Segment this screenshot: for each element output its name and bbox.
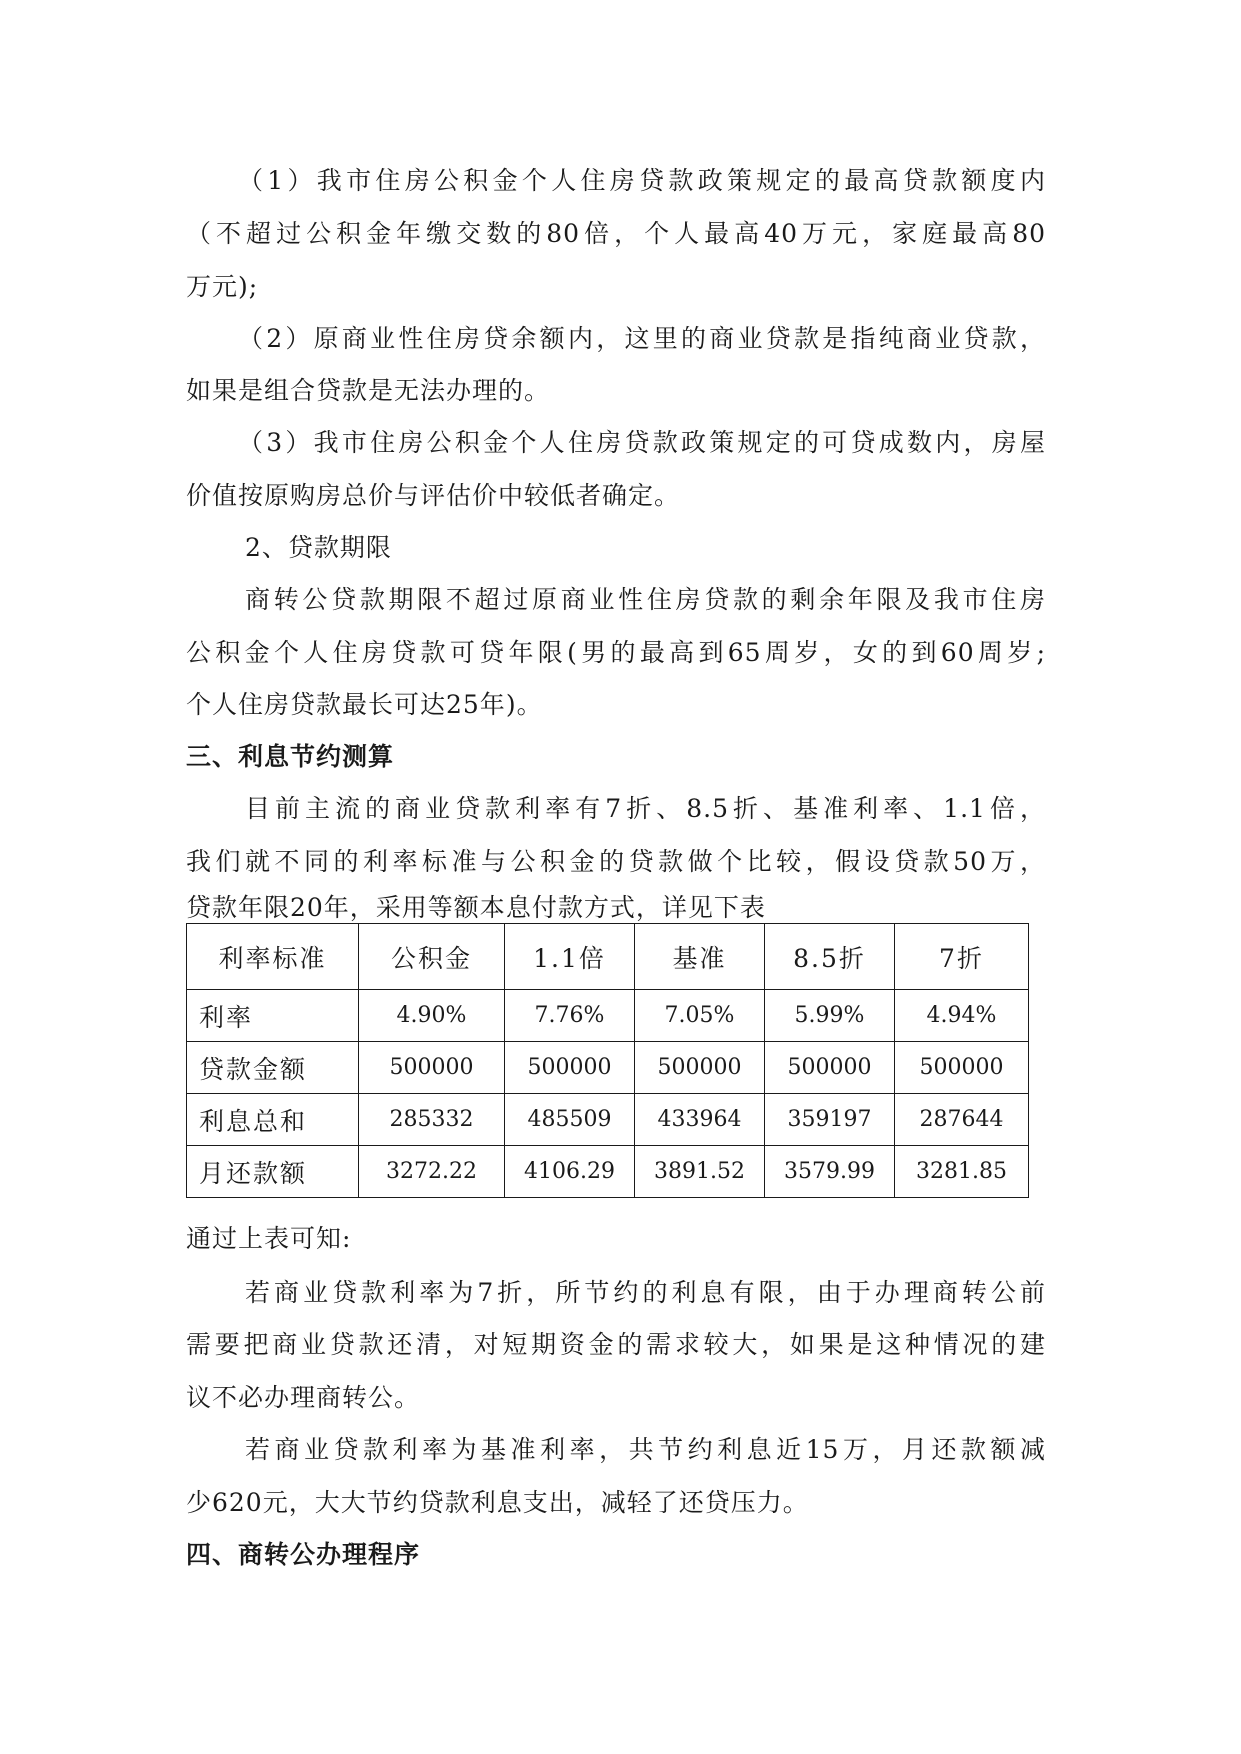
table-cell: 3281.85 — [895, 1146, 1029, 1198]
table-cell: 4.90% — [359, 990, 505, 1042]
paragraph-line: 我们就不同的利率标准与公积金的贷款做个比较，假设贷款50万， — [186, 847, 1046, 876]
table-cell: 4106.29 — [505, 1146, 635, 1198]
table-header-cell: 公积金 — [359, 924, 505, 990]
paragraph-line: 万元); — [186, 272, 259, 301]
table-row — [187, 1146, 1029, 1198]
table-cell: 285332 — [359, 1094, 505, 1146]
table-cell: 500000 — [359, 1042, 505, 1094]
table-cell: 485509 — [505, 1094, 635, 1146]
table-cell: 3891.52 — [635, 1146, 765, 1198]
table-header-cell: 基准 — [635, 924, 765, 990]
table-cell: 433964 — [635, 1094, 765, 1146]
table-row — [187, 990, 1029, 1042]
paragraph-line: 如果是组合贷款是无法办理的。 — [186, 376, 551, 405]
table-cell: 3272.22 — [359, 1146, 505, 1198]
row-label: 贷款金额 — [187, 1042, 359, 1094]
paragraph-line: 少620元，大大节约贷款利息支出，减轻了还贷压力。 — [186, 1488, 809, 1517]
paragraph-line: （不超过公积金年缴交数的80倍，个人最高40万元，家庭最高80 — [186, 219, 1046, 248]
table-cell: 7.76% — [505, 990, 635, 1042]
paragraph-line: 个人住房贷款最长可达25年)。 — [186, 690, 543, 719]
table-cell: 500000 — [635, 1042, 765, 1094]
subsection-heading: 2、贷款期限 — [245, 533, 392, 562]
section-heading: 三、利息节约测算 — [186, 742, 395, 771]
table-row — [187, 1094, 1029, 1146]
table-header-cell: 7折 — [895, 924, 1029, 990]
paragraph-line: （2）原商业性住房贷余额内，这里的商业贷款是指纯商业贷款， — [238, 324, 1046, 353]
paragraph-line: 贷款年限20年，采用等额本息付款方式，详见下表 — [186, 893, 766, 922]
table-header-cell: 利率标准 — [187, 924, 359, 990]
table-cell: 4.94% — [895, 990, 1029, 1042]
paragraph-line: 需要把商业贷款还清，对短期资金的需求较大，如果是这种情况的建 — [186, 1330, 1046, 1359]
rate-comparison-table — [186, 923, 1029, 1198]
paragraph-line: 目前主流的商业贷款利率有7折、8.5折、基准利率、1.1倍， — [245, 794, 1046, 823]
section-heading: 四、商转公办理程序 — [186, 1540, 421, 1569]
paragraph-line: （3）我市住房公积金个人住房贷款政策规定的可贷成数内，房屋 — [238, 428, 1046, 457]
table-cell: 500000 — [765, 1042, 895, 1094]
table-row — [187, 1042, 1029, 1094]
table-cell: 5.99% — [765, 990, 895, 1042]
table-cell: 3579.99 — [765, 1146, 895, 1198]
paragraph-line: （1）我市住房公积金个人住房贷款政策规定的最高贷款额度内 — [238, 166, 1046, 195]
table-cell: 7.05% — [635, 990, 765, 1042]
table-cell: 359197 — [765, 1094, 895, 1146]
table-header-row — [187, 924, 1029, 990]
paragraph-line: 议不必办理商转公。 — [186, 1383, 421, 1412]
paragraph-line: 商转公贷款期限不超过原商业性住房贷款的剩余年限及我市住房 — [245, 585, 1046, 614]
paragraph-line: 若商业贷款利率为基准利率，共节约利息近15万，月还款额减 — [245, 1435, 1046, 1464]
row-label: 月还款额 — [187, 1146, 359, 1198]
row-label: 利息总和 — [187, 1094, 359, 1146]
table-cell: 500000 — [505, 1042, 635, 1094]
table-cell: 287644 — [895, 1094, 1029, 1146]
table-header-cell: 1.1倍 — [505, 924, 635, 990]
table-header-cell: 8.5折 — [765, 924, 895, 990]
paragraph-line: 公积金个人住房贷款可贷年限(男的最高到65周岁，女的到60周岁; — [186, 638, 1046, 667]
paragraph-line: 若商业贷款利率为7折，所节约的利息有限，由于办理商转公前 — [245, 1278, 1046, 1307]
paragraph-line: 价值按原购房总价与评估价中较低者确定。 — [186, 481, 681, 510]
table-cell: 500000 — [895, 1042, 1029, 1094]
paragraph-line: 通过上表可知: — [186, 1224, 352, 1253]
row-label: 利率 — [187, 990, 359, 1042]
